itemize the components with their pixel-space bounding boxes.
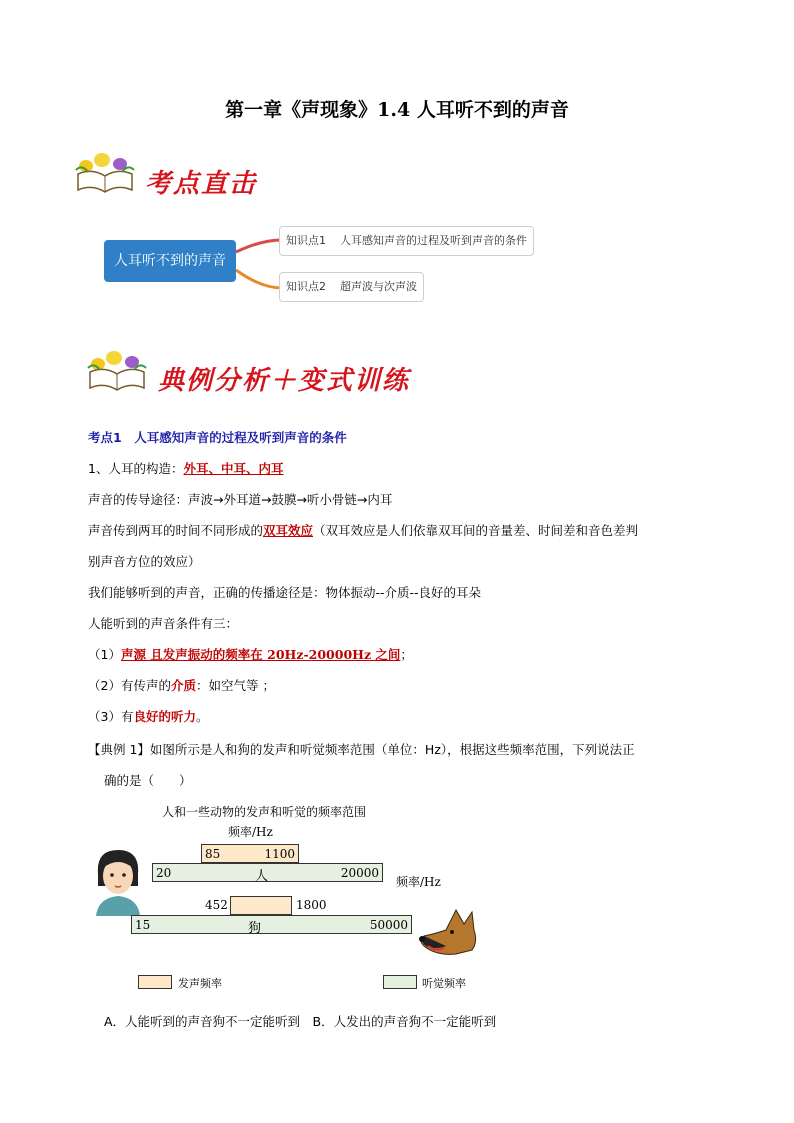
human-hear-max: 20000 — [340, 866, 379, 880]
dog-voice-bar — [230, 896, 292, 915]
example-1-stem-cont: 确的是（ ） — [104, 773, 192, 788]
woman-face-icon — [88, 846, 148, 916]
example-1-stem: 【典例 1】如图所示是人和狗的发声和听觉频率范围（单位：Hz），根据这些频率范围，下列说法正 — [88, 742, 635, 757]
condition-2-key: 介质 — [170, 678, 196, 693]
chart-unit-side: 频率/Hz — [396, 875, 441, 889]
dog-voice-min: 452 — [205, 898, 228, 912]
legend-voice-label: 发声频率 — [178, 977, 222, 990]
page-title: 第一章《声现象》1.4 人耳听不到的声音 — [225, 99, 569, 121]
binaural-line — [88, 521, 638, 539]
mindmap-node-1 — [279, 226, 534, 256]
mindmap-node-2-label: 知识点2 — [286, 280, 326, 293]
condition-2-suffix: ：如空气等 ； — [195, 678, 275, 693]
human-hear-bar — [152, 863, 383, 882]
mindmap-root: 人耳听不到的声音 — [104, 240, 236, 282]
binaural-cont-line: 别声音方位的效应） — [88, 554, 201, 569]
human-label: 人 — [255, 869, 269, 884]
condition-1 — [88, 645, 413, 663]
legend-hear-label: 听觉频率 — [422, 977, 466, 990]
conditions-intro: 人能听到的声音条件有三： — [88, 616, 239, 631]
human-voice-min: 85 — [205, 847, 221, 861]
mindmap-node-2-text: 超声波与次声波 — [340, 280, 417, 293]
legend-voice-swatch — [138, 975, 172, 989]
condition-3-key: 良好的听力 — [133, 709, 196, 724]
condition-1-key: 声源 且发声振动的频率在 20Hz-20000Hz 之间 — [120, 647, 401, 662]
mindmap-node-1-text: 人耳感知声音的过程及听到声音的条件 — [340, 234, 527, 247]
condition-2 — [88, 676, 275, 694]
condition-1-prefix: （1） — [88, 647, 121, 662]
chart-unit-top: 频率/Hz — [228, 825, 273, 839]
human-hear-min: 20 — [156, 866, 172, 880]
conduction-line: 声音的传导途径：声波→外耳道→鼓膜→听小骨链→内耳 — [88, 492, 393, 507]
banner-dianli — [84, 350, 150, 398]
propagation-line: 我们能够听到的声音，正确的传播途径是：物体振动--介质--良好的耳朵 — [88, 585, 482, 600]
condition-1-suffix: ； — [400, 647, 413, 662]
condition-3 — [88, 707, 208, 725]
human-voice-bar — [201, 844, 299, 863]
dog-hear-max: 50000 — [369, 918, 408, 932]
binaural-key: 双耳效应 — [263, 523, 314, 538]
section-heading: 考点1 人耳感知声音的过程及听到声音的条件 — [88, 430, 347, 445]
chart-title: 人和一些动物的发声和听觉的频率范围 — [162, 805, 367, 819]
human-voice-max: 1100 — [264, 847, 295, 861]
banner-kaodian-text: 考点直击 — [145, 169, 258, 199]
legend-hear-swatch — [383, 975, 417, 989]
condition-2-prefix: （2）有传声的 — [88, 678, 171, 693]
binaural-rest: （双耳效应是人们依靠双耳间的音量差、时间差和音色差判 — [313, 523, 639, 538]
ear-structure-prefix: 1、人耳的构造： — [88, 461, 184, 476]
condition-3-suffix: 。 — [195, 709, 209, 724]
book-flowers-icon — [84, 350, 150, 394]
condition-3-prefix: （3）有 — [88, 709, 134, 724]
dog-hear-bar — [131, 915, 412, 934]
ear-structure-key: 外耳、中耳、内耳 — [183, 461, 284, 476]
banner-dianli-text: 典例分析＋变式训练 — [158, 366, 411, 396]
ear-structure-line — [88, 459, 283, 477]
mindmap-node-2 — [279, 272, 424, 302]
binaural-prefix: 声音传到两耳的时间不同形成的 — [88, 523, 264, 538]
dog-hear-min: 15 — [135, 918, 151, 932]
dog-voice-max: 1800 — [296, 898, 327, 912]
answer-options: A．人能听到的声音狗不一定能听到 B．人发出的声音狗不一定能听到 — [104, 1014, 497, 1029]
book-flowers-icon — [72, 152, 138, 196]
mindmap-node-1-label: 知识点1 — [286, 234, 326, 247]
banner-kaodian — [72, 152, 138, 200]
dog-head-icon — [416, 906, 480, 958]
dog-label: 狗 — [248, 921, 262, 936]
